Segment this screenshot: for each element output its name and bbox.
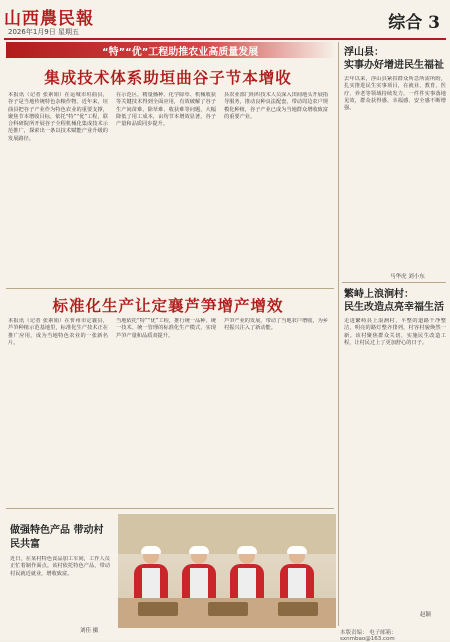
feature-divider (6, 508, 334, 509)
sidebar2-text: 走进繁峙县上浪涧村，平整的道路干净整洁，明亮的路灯整齐排列，村容村貌焕然一新。该村聚焦群众关切，实施民生改造工程，让村民过上了更加舒心的日子。 (344, 318, 446, 346)
masthead-rule (4, 38, 446, 40)
article1-column-1: 本报讯（记者 张素娟）在运城市垣曲县，谷子是当地传统特色杂粮作物。近年来，垣曲县把谷子产业作为特色农业的重要支撑，聚焦节本增收目标，依托“特”“优”工程，联合科研院所开展谷子全程机械化集成技术示范推广，探索出一条以技术赋能产业升级的发展路径。 (8, 92, 108, 142)
workshop-photo (118, 514, 336, 628)
article2-column-1: 本报讯（记者 张素娟）在忻州市定襄县，芦笋种植示范基地里，标准化生产技术正在推广应用，成为当地特色农业的一张新名片。 (8, 318, 108, 346)
feature-text: 近日，在某村特色食品加工车间，工作人员正忙着制作面点。该村依托特色产品，带动村民就近就业，增收致富。 (10, 556, 110, 577)
footer-email: 电子邮箱：sxnmbao@163.com (340, 630, 397, 642)
article1-headline: 集成技术体系助垣曲谷子节本增收 (44, 68, 292, 87)
food-tray (278, 602, 318, 616)
masthead (4, 2, 446, 40)
sidebar1-headline: 浮山县： 实事办好增进民生福祉 (344, 47, 444, 71)
sidebar-divider (338, 42, 339, 626)
article2-column-2: 当地依托“特”“优”工程，推行统一品种、统一技术、统一管理的标准化生产模式，实现芦笋产量和品质双提升。 (116, 318, 216, 339)
section-label: 综合 3 (388, 13, 440, 33)
article1-column-3: 县农业部门组织技术人员深入田间地头开展指导服务，推动良种良法配套，带动周边农户规模化种植，谷子产业已成为当地群众增收致富的重要产业。 (224, 92, 328, 120)
article2-headline: 标准化生产让定襄芦笋增产增效 (52, 296, 284, 315)
sidebar1-text: 去年以来，浮山县紧扣群众所急所需所盼，扎实推进民生实事项目，在就业、教育、医疗、养老等领域持续发力，一件件实事落地见效，群众获得感、幸福感、安全感不断增强。 (344, 76, 446, 112)
feature-byline: 刘佳 摄 (80, 628, 99, 634)
sidebar-section-divider (342, 282, 446, 283)
footer-editor: 本版责编： (340, 630, 368, 636)
issue-date: 2026年1月9日 星期五 (8, 28, 79, 36)
article-divider (6, 288, 334, 289)
article2-column-3: 芦笋产业的发展，带动了当地农户增收，为乡村振兴注入了新动能。 (224, 318, 328, 332)
food-tray (138, 602, 178, 616)
feature-headline: 做强特色产品 带动村民共富 (10, 525, 104, 550)
sidebar2-headline: 繁峙上浪涧村： 民生改造点亮幸福生活 (344, 289, 444, 313)
article1-column-2: 在示范区，精量播种、化学除草、机械收获等关键技术得到全面应用，有效破解了谷子生产间苗难、除草难、收获难等问题，大幅降低了用工成本，亩均节本增效显著，谷子产量和品质同步提升。 (116, 92, 216, 128)
sidebar2-byline: 赵颖 (420, 612, 432, 618)
paper-name: 山西農民報 (4, 9, 94, 29)
topic-banner-text: “特”“优”工程助推农业高质量发展 (102, 47, 259, 58)
sidebar1-byline: 马华虎 刘小东 (390, 274, 425, 280)
food-tray (208, 602, 248, 616)
topic-banner (6, 42, 336, 58)
